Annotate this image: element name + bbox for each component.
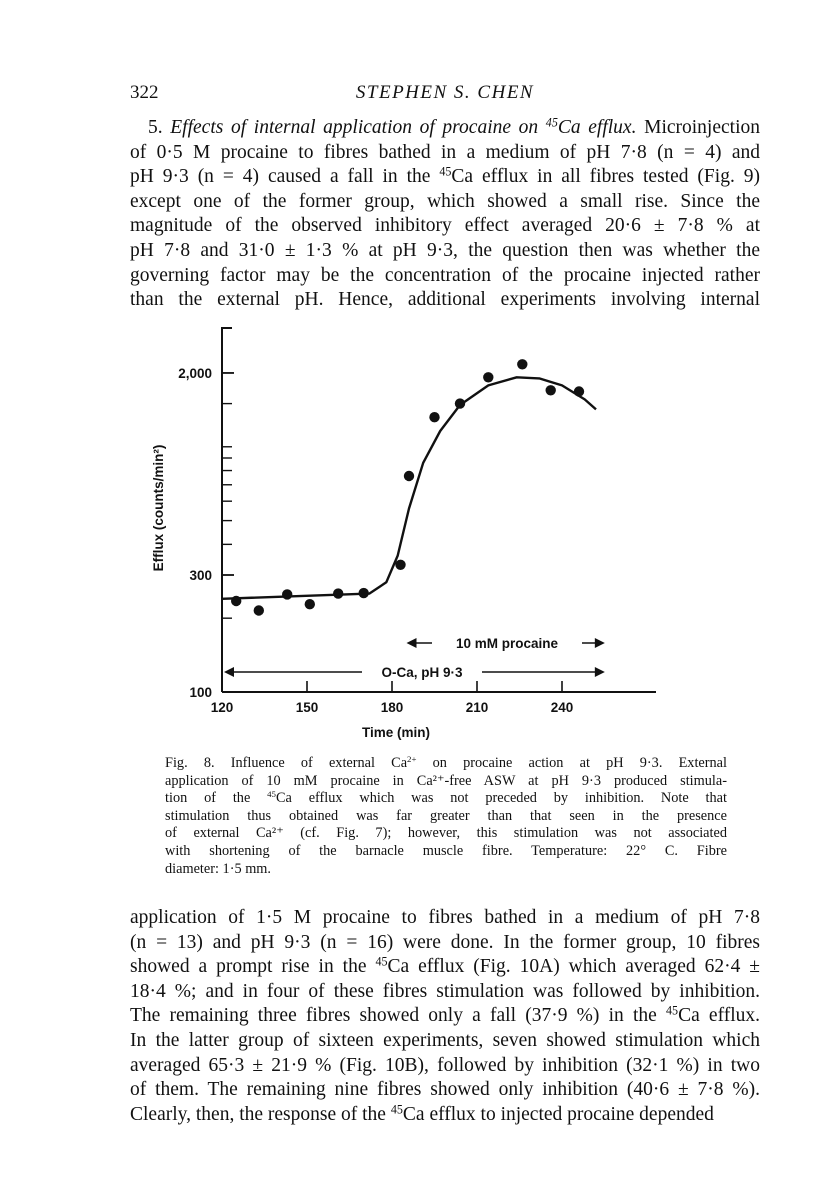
- data-point: [517, 359, 527, 369]
- data-point: [333, 588, 343, 598]
- data-point: [483, 372, 493, 382]
- x-axis-label: Time (min): [361, 725, 431, 740]
- y-tick-label: 2,000: [178, 365, 212, 381]
- paragraph-1-line: except one of the former group, which showed a small rise. Since the: [130, 190, 760, 212]
- ca-annotation-label: O-Ca, pH 9·3: [381, 665, 463, 680]
- chart-axes: [222, 328, 656, 692]
- paragraph-2-line: The remaining three fibres showed only a fall (37·9 %) in the $^{45}$Ca efflux.: [130, 1003, 761, 1027]
- ca-annotation-arrow-left: [224, 667, 234, 677]
- data-point: [305, 599, 315, 609]
- y-axis-label: Efflux (counts/min²): [151, 444, 166, 572]
- chart-points: [231, 359, 584, 616]
- figure-caption: [165, 755, 727, 878]
- data-point: [395, 560, 405, 570]
- fitted-curve: [222, 377, 596, 599]
- data-point: [574, 386, 584, 396]
- data-point: [359, 588, 369, 598]
- caption-line: of external Ca²⁺ (cf. Fig. 7); however, this stimulation was not associated: [165, 825, 727, 842]
- data-point: [282, 589, 292, 599]
- paragraph-2-line: showed a prompt rise in the $^{45}$Ca efflux (Fig. 10A) which averaged 62·4 ±: [130, 954, 760, 978]
- caption-line: tion of the $^{45}$Ca efflux which was not preceded by inhibition. Note that: [165, 789, 727, 807]
- page-number: 322: [130, 82, 159, 103]
- caption-line: with shortening of the barnacle muscle fibre. Temperature: 22° C. Fibre: [165, 842, 727, 859]
- paragraph-1-line: magnitude of the observed inhibitory effect averaged 20·6 ± 7·8 % at: [130, 215, 760, 237]
- paragraph-1-line: of 0·5 M procaine to fibres bathed in a medium of pH 7·8 (n = 4) and: [130, 141, 760, 163]
- caption-line: stimulation thus obtained was far greater than that seen in the presence: [165, 807, 727, 824]
- section-number: 5.: [148, 117, 163, 138]
- paragraph-2-line: In the latter group of sixteen experiments, seven showed stimulation which: [130, 1029, 760, 1051]
- data-point: [429, 412, 439, 422]
- caption-line: application of 10 mM procaine in Ca²⁺-free ASW at pH 9·3 produced stimula-: [165, 772, 727, 789]
- x-tick-label: 150: [295, 700, 319, 715]
- paragraph-2-line: 18·4 %; and in four of these fibres stimulation was followed by inhibition.: [130, 980, 760, 1002]
- paragraph-2-line: Clearly, then, the response of the $^{45}$Ca efflux to injected procaine depended: [130, 1102, 714, 1125]
- ca-annotation-arrow-right: [595, 667, 605, 677]
- paragraph-2-line: (n = 13) and pH 9·3 (n = 16) were done. In the former group, 10 fibres: [130, 931, 760, 953]
- paragraph-1-line: pH 7·8 and 31·0 ± 1·3 % at pH 9·3, the question then was whether the: [130, 239, 760, 261]
- paragraph-1-line: governing factor may be the concentration of the procaine injected rather: [130, 264, 760, 286]
- x-tick-label: 210: [465, 700, 489, 715]
- procaine-annotation-label: 10 mM procaine: [455, 636, 559, 651]
- chart-labels: [151, 366, 573, 740]
- y-axis: [222, 328, 232, 692]
- paragraph-1-line: pH 9·3 (n = 4) caused a fall in the $^{45}$Ca efflux in all fibres tested (Fig. 9): [130, 164, 760, 188]
- data-point: [404, 471, 414, 481]
- section-title: Effects of internal application of procaine on $^{45}$Ca efflux.: [170, 115, 637, 138]
- chart-series: [222, 377, 596, 599]
- y-tick-label: 300: [189, 568, 212, 583]
- caption-line: diameter: 1·5 mm.: [165, 860, 272, 877]
- paragraph-2-line: of them. The remaining nine fibres showed only inhibition (40·6 ± 7·8 %).: [130, 1079, 760, 1101]
- x-tick-label: 240: [550, 700, 574, 715]
- procaine-annotation-arrow-right: [595, 638, 605, 648]
- data-point: [455, 398, 465, 408]
- data-point: [546, 385, 556, 395]
- data-point: [231, 596, 241, 606]
- paragraph-2-line: averaged 65·3 ± 21·9 % (Fig. 10B), followed by inhibition (32·1 %) in two: [130, 1054, 760, 1076]
- procaine-annotation-arrow-left: [407, 638, 417, 648]
- paragraph-1-line: 5. Effects of internal application of procaine on $^{45}$Ca efflux. Microinjection: [148, 115, 760, 138]
- paragraph-2-line: application of 1·5 M procaine to fibres bathed in a medium of pH 7·8: [130, 907, 760, 928]
- paragraph-1-line: than the external pH. Hence, additional experiments involving internal: [130, 289, 760, 311]
- y-tick-label: 100: [189, 685, 212, 700]
- running-head: STEPHEN S. CHEN: [355, 82, 535, 103]
- caption-line: Fig. 8. Influence of external $Ca^{2+}$ on procaine action at pH 9·3. External: [165, 754, 727, 771]
- x-tick-label: 180: [380, 700, 404, 715]
- paragraph-2: [130, 906, 760, 1127]
- data-point: [254, 605, 264, 615]
- x-tick-label: 120: [210, 700, 234, 715]
